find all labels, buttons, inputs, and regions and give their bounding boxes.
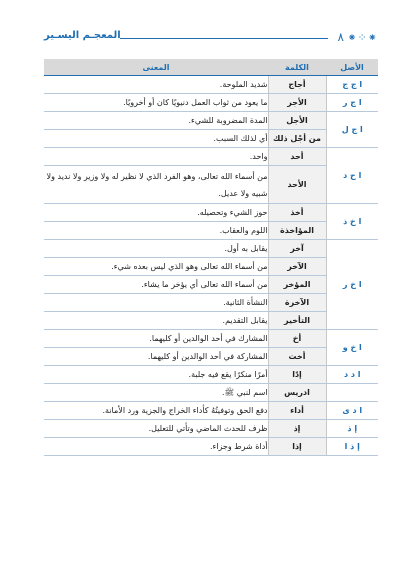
word-cell: ادريس	[268, 384, 326, 402]
ornament-icon: ⁕⁘⁕	[347, 31, 378, 44]
meaning-cell: من أسماء الله تعالى وهو الذي ليس بعده شيء.	[44, 258, 268, 276]
table-row	[44, 94, 378, 112]
word-cell: آخر	[268, 240, 326, 258]
word-cell: أخ	[268, 330, 326, 348]
meaning-cell: المشاركة في أحد الوالدين أو كليهما.	[44, 348, 268, 366]
word-cell: المؤاخذة	[268, 222, 326, 240]
root-cell: ا د د	[326, 366, 378, 384]
table-row	[44, 438, 378, 456]
word-cell: أداء	[268, 402, 326, 420]
table-row	[44, 366, 378, 384]
root-cell: ا د ى	[326, 402, 378, 420]
meaning-cell: النشأة الثانية.	[44, 294, 268, 312]
word-cell: التأخير	[268, 312, 326, 330]
root-cell: ا خ ذ	[326, 204, 378, 240]
dictionary-table	[44, 59, 378, 456]
header-rule	[120, 38, 328, 39]
word-cell: أخذ	[268, 204, 326, 222]
word-cell: من أجْل ذلك	[268, 130, 326, 148]
meaning-cell: دفع الحق وتوفيتُهُ كأداء الخراج والجزية ورد الأمانة.	[44, 402, 268, 420]
meaning-cell: شديد الملوحة.	[44, 76, 268, 94]
root-cell: ا ج ر	[326, 94, 378, 112]
root-cell	[326, 384, 378, 402]
meaning-cell: واحد.	[44, 148, 268, 166]
meaning-cell: من أسماء الله تعالى، وهو الفرد الذي لا نظير له ولا وزير ولا نديد ولا شبيه ولا عديل.	[44, 166, 268, 204]
word-cell: الآخرة	[268, 294, 326, 312]
table-row	[44, 112, 378, 130]
word-cell: أخت	[268, 348, 326, 366]
table-row	[44, 148, 378, 166]
root-cell: ا خ و	[326, 330, 378, 366]
meaning-cell: أي لذلك السبب.	[44, 130, 268, 148]
meaning-cell: اسم لنبي ﷺ.	[44, 384, 268, 402]
root-cell: ا خ ر	[326, 240, 378, 330]
word-cell: أحد	[268, 148, 326, 166]
meaning-cell: حوز الشيء وتحصيله.	[44, 204, 268, 222]
table-row	[44, 402, 378, 420]
word-cell: الآخر	[268, 258, 326, 276]
root-cell: إ ذ	[326, 420, 378, 438]
meaning-cell: من أسماء الله تعالى أي يؤخر ما يشاء.	[44, 276, 268, 294]
meaning-cell: ما يعود من ثواب العمل دنيويًا كان أو أخرويًا.	[44, 94, 268, 112]
table-row	[44, 240, 378, 258]
word-cell: إدًا	[268, 366, 326, 384]
meaning-cell: ظرف للحدث الماضي وتأتي للتعليل.	[44, 420, 268, 438]
root-cell: ا ج ل	[326, 112, 378, 148]
root-cell: ا ج ج	[326, 76, 378, 94]
table-row	[44, 384, 378, 402]
meaning-cell: يقابل التقديم.	[44, 312, 268, 330]
table-row	[44, 76, 378, 94]
meaning-cell: أداة شرط وجزاء.	[44, 438, 268, 456]
root-cell: إ ذ ا	[326, 438, 378, 456]
word-cell: الأجل	[268, 112, 326, 130]
meaning-cell: اللوم والعقاب.	[44, 222, 268, 240]
table-body	[44, 76, 378, 456]
table-row	[44, 330, 378, 348]
column-header-word: الكلمة	[268, 59, 326, 76]
word-cell: الأحد	[268, 166, 326, 204]
meaning-cell: المشارك في أحد الوالدين أو كليهما.	[44, 330, 268, 348]
root-cell: ا ح د	[326, 148, 378, 204]
column-header-root: الأصل	[326, 59, 378, 76]
word-cell: الأجر	[268, 94, 326, 112]
table-row	[44, 420, 378, 438]
page-header	[44, 30, 378, 48]
book-title: المعجـم اليسـير	[44, 30, 121, 41]
meaning-cell: أمرًا منكرًا يقع فيه جلبة.	[44, 366, 268, 384]
word-cell: إذا	[268, 438, 326, 456]
word-cell: المؤخر	[268, 276, 326, 294]
meaning-cell: المدة المضروبة للشيء.	[44, 112, 268, 130]
meaning-cell: يقابل به أول.	[44, 240, 268, 258]
table-row	[44, 204, 378, 222]
word-cell: إذ	[268, 420, 326, 438]
column-header-meaning: المعنى	[44, 59, 268, 76]
word-cell: أجاج	[268, 76, 326, 94]
table-header-row	[44, 59, 378, 76]
page-number: ٨	[337, 30, 344, 44]
